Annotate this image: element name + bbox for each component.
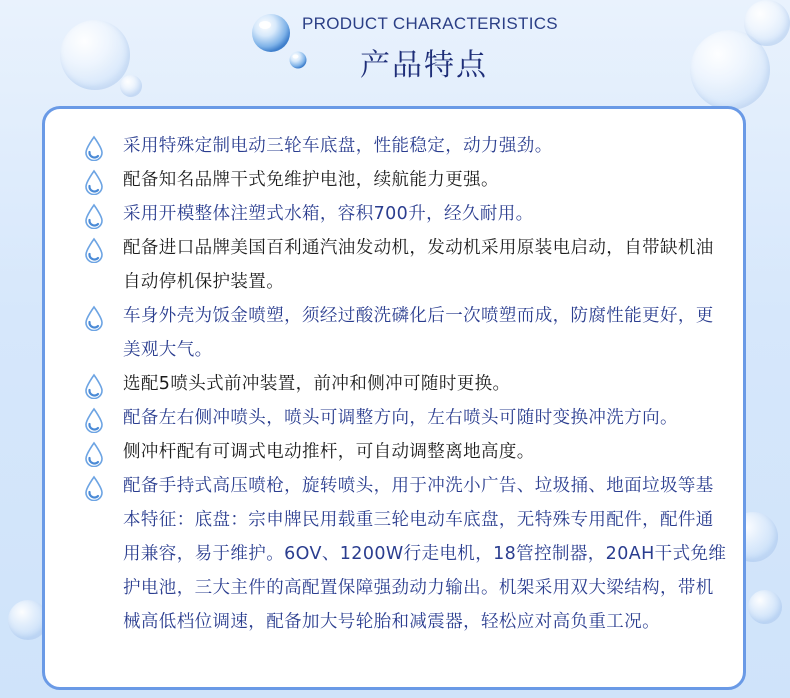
background-bubble bbox=[744, 0, 790, 46]
background-bubble bbox=[748, 590, 782, 624]
features-card bbox=[42, 106, 746, 690]
feature-text: 采用开模整体注塑式水箱，容积700升，经久耐用。 bbox=[123, 204, 534, 224]
water-drop-icon bbox=[83, 441, 105, 467]
feature-text: 配备左右侧冲喷头，喷头可调整方向，左右喷头可随时变换冲洗方向。 bbox=[123, 408, 678, 428]
water-drop-icon bbox=[83, 237, 105, 263]
water-drop-icon bbox=[83, 475, 105, 501]
feature-text: 侧冲杆配有可调式电动推杆，可自动调整离地高度。 bbox=[123, 442, 535, 462]
water-drop-icon bbox=[83, 305, 105, 331]
feature-text: 配备进口品牌美国百利通汽油发动机，发动机采用原装电启动，自带缺机油自动停机保护装置。 bbox=[123, 238, 714, 292]
feature-text: 选配5喷头式前冲装置，前冲和侧冲可随时更换。 bbox=[123, 374, 511, 394]
water-drop-icon bbox=[83, 169, 105, 195]
feature-text: 配备手持式高压喷枪，旋转喷头，用于冲洗小广告、垃圾捅、地面垃圾等基本特征：底盘：宗申牌民用载重三轮电动车底盘，无特殊专用配件，配件通用兼容，易于维护。6OV、1200W行走电机，18管控制器，20AH干式免维护电池，三大主件的高配置保障强劲动力输出。机架采用双大梁结构，带机械高低档位调速，配备加大号轮胎和减震器，轻松应对高负重工况。 bbox=[123, 476, 727, 632]
water-drop-icon bbox=[83, 373, 105, 399]
background-bubble bbox=[120, 75, 142, 97]
header-title-en: PRODUCT CHARACTERISTICS bbox=[302, 14, 558, 33]
water-drop-icon bbox=[83, 135, 105, 161]
background-bubble bbox=[60, 20, 130, 90]
header-title-cn: 产品特点 bbox=[360, 48, 488, 83]
feature-text: 车身外壳为饭金喷塑，须经过酸洗磷化后一次喷塑而成，防腐性能更好，更美观大气。 bbox=[123, 306, 714, 360]
water-drop-icon bbox=[83, 407, 105, 433]
feature-text: 采用特殊定制电动三轮车底盘，性能稳定，动力强劲。 bbox=[123, 136, 553, 156]
water-drop-icon bbox=[83, 203, 105, 229]
feature-text: 配备知名品牌干式免维护电池，续航能力更强。 bbox=[123, 170, 499, 190]
